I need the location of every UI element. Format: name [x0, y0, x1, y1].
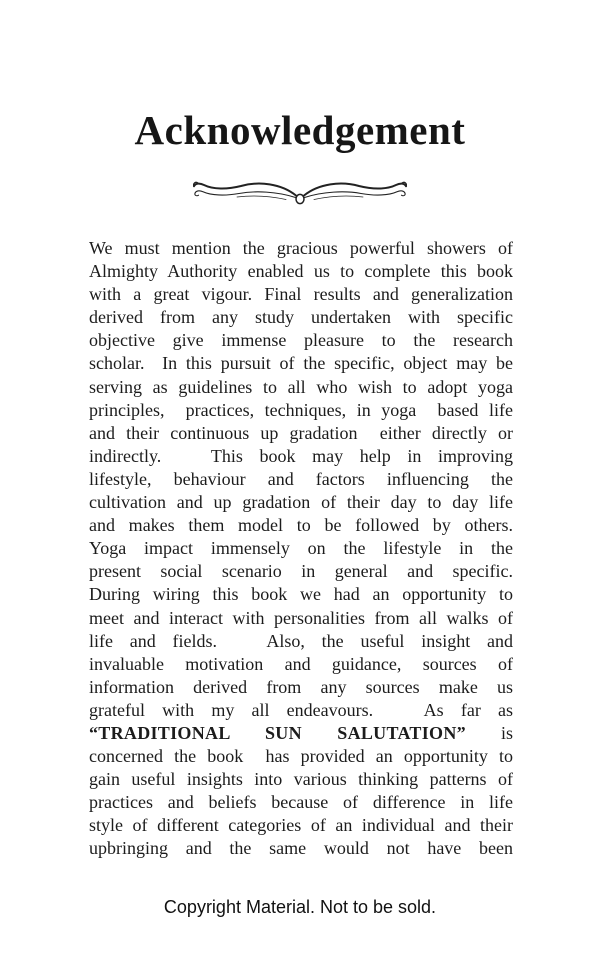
body-text-segment: and their continuous up gradation either directly or: [89, 422, 513, 443]
body-text-segment: upbringing and the same would not have been: [89, 838, 513, 859]
body-line: [89, 583, 513, 606]
copyright-footer: Copyright Material. Not to be sold.: [163, 897, 437, 917]
body-text-segment: and makes them model to be followed by others.: [89, 515, 513, 536]
body-text-segment: information derived from any sources make us: [89, 676, 513, 697]
body-line: [89, 607, 513, 630]
body-line: [89, 791, 513, 814]
body-text-segment: meet and interact with personalities from all walks of: [89, 607, 513, 628]
body-line: [89, 468, 513, 491]
body-text-segment: derived from any study undertaken with specific: [89, 307, 513, 328]
body-line: [89, 699, 513, 722]
body-text-segment: “TRADITIONAL SUN SALUTATION”: [89, 722, 466, 743]
body-text-segment: with a great vigour. Final results and generalization: [89, 284, 513, 305]
body-text-segment: gain useful insights into various thinking patterns of: [89, 769, 513, 790]
body-text-segment: serving as guidelines to all who wish to adopt yoga: [89, 376, 513, 397]
body-line: [89, 514, 513, 537]
body-line: [89, 329, 513, 352]
body-line: [89, 768, 513, 791]
body-text-segment: Yoga impact immensely on the lifestyle in the: [89, 538, 513, 559]
body-line: [89, 422, 513, 445]
acknowledgement-paragraph: [89, 237, 513, 861]
body-line: [89, 491, 513, 514]
body-text-segment: indirectly. This book may help in improving: [89, 445, 513, 466]
body-text-segment: present social scenario in general and specific.: [89, 561, 513, 582]
body-line: [89, 237, 513, 260]
body-line: [89, 352, 513, 375]
body-line: [89, 283, 513, 306]
body-text-segment: We must mention the gracious powerful showers of: [89, 238, 513, 258]
body-line: [89, 722, 513, 745]
body-text-segment: practices and beliefs because of difference in life: [89, 792, 513, 813]
divider: [0, 168, 600, 213]
body-line: [89, 399, 513, 422]
body-line: [89, 814, 513, 837]
body-text-segment: is: [465, 722, 513, 743]
body-text-segment: life and fields. Also, the useful insight and: [89, 630, 513, 651]
body-text-segment: During wiring this book we had an opportunity to: [89, 584, 513, 605]
body-line: [89, 445, 513, 468]
body-line: [89, 560, 513, 583]
body-text-segment: cultivation and up gradation of their day to day life: [89, 492, 513, 513]
body-line: [89, 537, 513, 560]
body-text-segment: concerned the book has provided an opportunity to: [89, 746, 513, 767]
body-line: [89, 260, 513, 283]
body-text-segment: grateful with my all endeavours. As far as: [89, 699, 513, 720]
body-line: [89, 653, 513, 676]
body-text-segment: Almighty Authority enabled us to complete this book: [89, 261, 513, 282]
page-title: Acknowledgement: [134, 107, 466, 153]
body-line: [89, 837, 513, 860]
body-text-segment: style of different categories of an individual and their: [89, 815, 513, 836]
body-text-segment: invaluable motivation and guidance, sources of: [89, 653, 513, 674]
body-text-segment: lifestyle, behaviour and factors influencing the: [89, 468, 513, 489]
body-line: [89, 630, 513, 653]
body-line: [89, 376, 513, 399]
body-line: [89, 676, 513, 699]
body-text-segment: objective give immense pleasure to the research: [89, 330, 513, 351]
body-text-segment: principles, practices, techniques, in yoga based life: [89, 399, 513, 420]
body-text-segment: scholar. In this pursuit of the specific, object may be: [89, 353, 513, 374]
body-line: [89, 306, 513, 329]
body-line: [89, 745, 513, 768]
flourish-divider-icon: [189, 168, 411, 208]
